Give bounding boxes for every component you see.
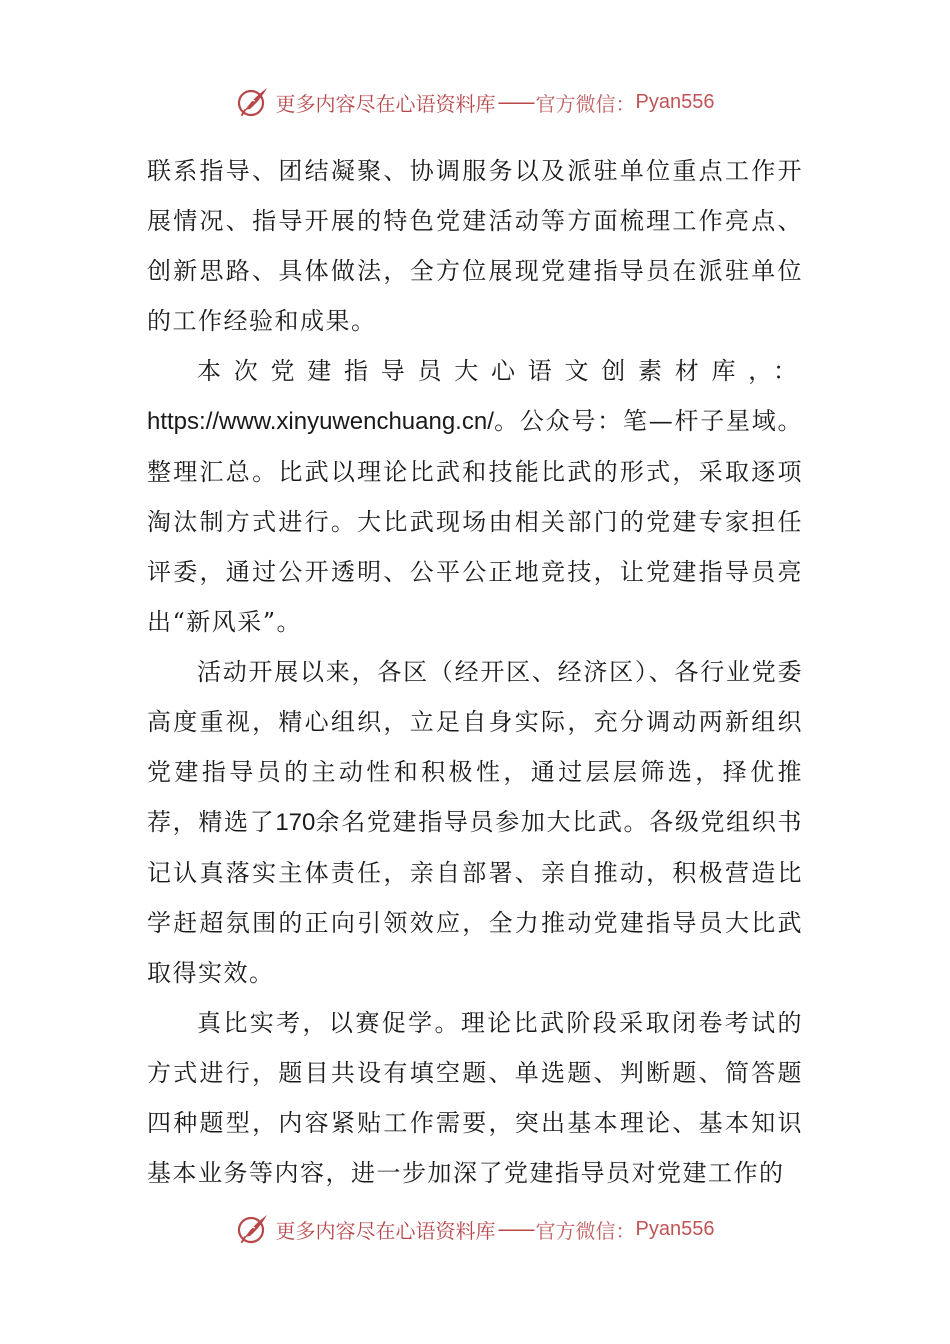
paragraph-1: 联系指导、团结凝聚、协调服务以及派驻单位重点工作开展情况、指导开展的特色党建活动等方面梳理工作亮点、创新思路、具体做法，全方位展现党建指导员在派驻单位的工作经验和成果。 [147, 157, 803, 335]
banner-text: 更多内容尽在心语资料库 [275, 91, 496, 116]
quill-pen-seal-icon [236, 1212, 270, 1246]
banner-wechat-label: 官方微信： [535, 1218, 636, 1243]
paragraph-3 [147, 647, 803, 998]
paragraph-3-body: 余名党建指导员参加大比武。各级党组织书记认真落实主体责任，亲自部署、亲自推动，积极营造比学赶超氛围的正向引领效应，全力推动党建指导员大比武取得实效。 [147, 808, 804, 987]
banner-text: 更多内容尽在心语资料库 [275, 1218, 496, 1243]
paragraph-2-lead: 本次党建指导员大心语文创素材库，： [197, 357, 803, 385]
paragraph-3-lead: 活动开展以来，各区（经开区、经济区）、各行业党委高度重视，精心组织，立足自身实际，充分调动两新组织党建指导员的主动性和积极性，通过层层筛选，择优推荐，精选了 [147, 658, 803, 836]
banner-separator: —— [497, 1217, 534, 1241]
footer-banner [0, 1207, 950, 1251]
paragraph-2-body: 。公众号：笔—杆子星域。整理汇总。比武以理论比武和技能比武的形式，采取逐项淘汰制方式进行。大比武现场由相关部门的党建专家担任评委，通过公开透明、公平公正地竞技，让党建指导员亮出“新风采”。 [147, 407, 803, 636]
header-banner [0, 80, 950, 124]
paragraph-2-url-scheme[interactable]: https:// [147, 408, 220, 435]
paragraph-2-url-host[interactable]: www.xinyuwenchuang.cn/ [219, 408, 494, 435]
quill-pen-seal-icon [236, 85, 270, 119]
banner-separator: —— [497, 90, 534, 114]
banner-wechat-label: 官方微信： [535, 91, 636, 116]
paragraph-4: 真比实考，以赛促学。理论比武阶段采取闭卷考试的方式进行，题目共设有填空题、单选题、判断题、简答题四种题型，内容紧贴工作需要，突出基本理论、基本知识基本业务等内容，进一步加深了党建指导员对党建工作的 [147, 1009, 803, 1187]
banner-wechat-id: Pyan556 [635, 90, 715, 113]
document-body [147, 146, 803, 1198]
paragraph-2 [147, 346, 803, 647]
paragraph-3-number: 170 [275, 809, 316, 836]
banner-wechat-id: Pyan556 [635, 1217, 715, 1240]
